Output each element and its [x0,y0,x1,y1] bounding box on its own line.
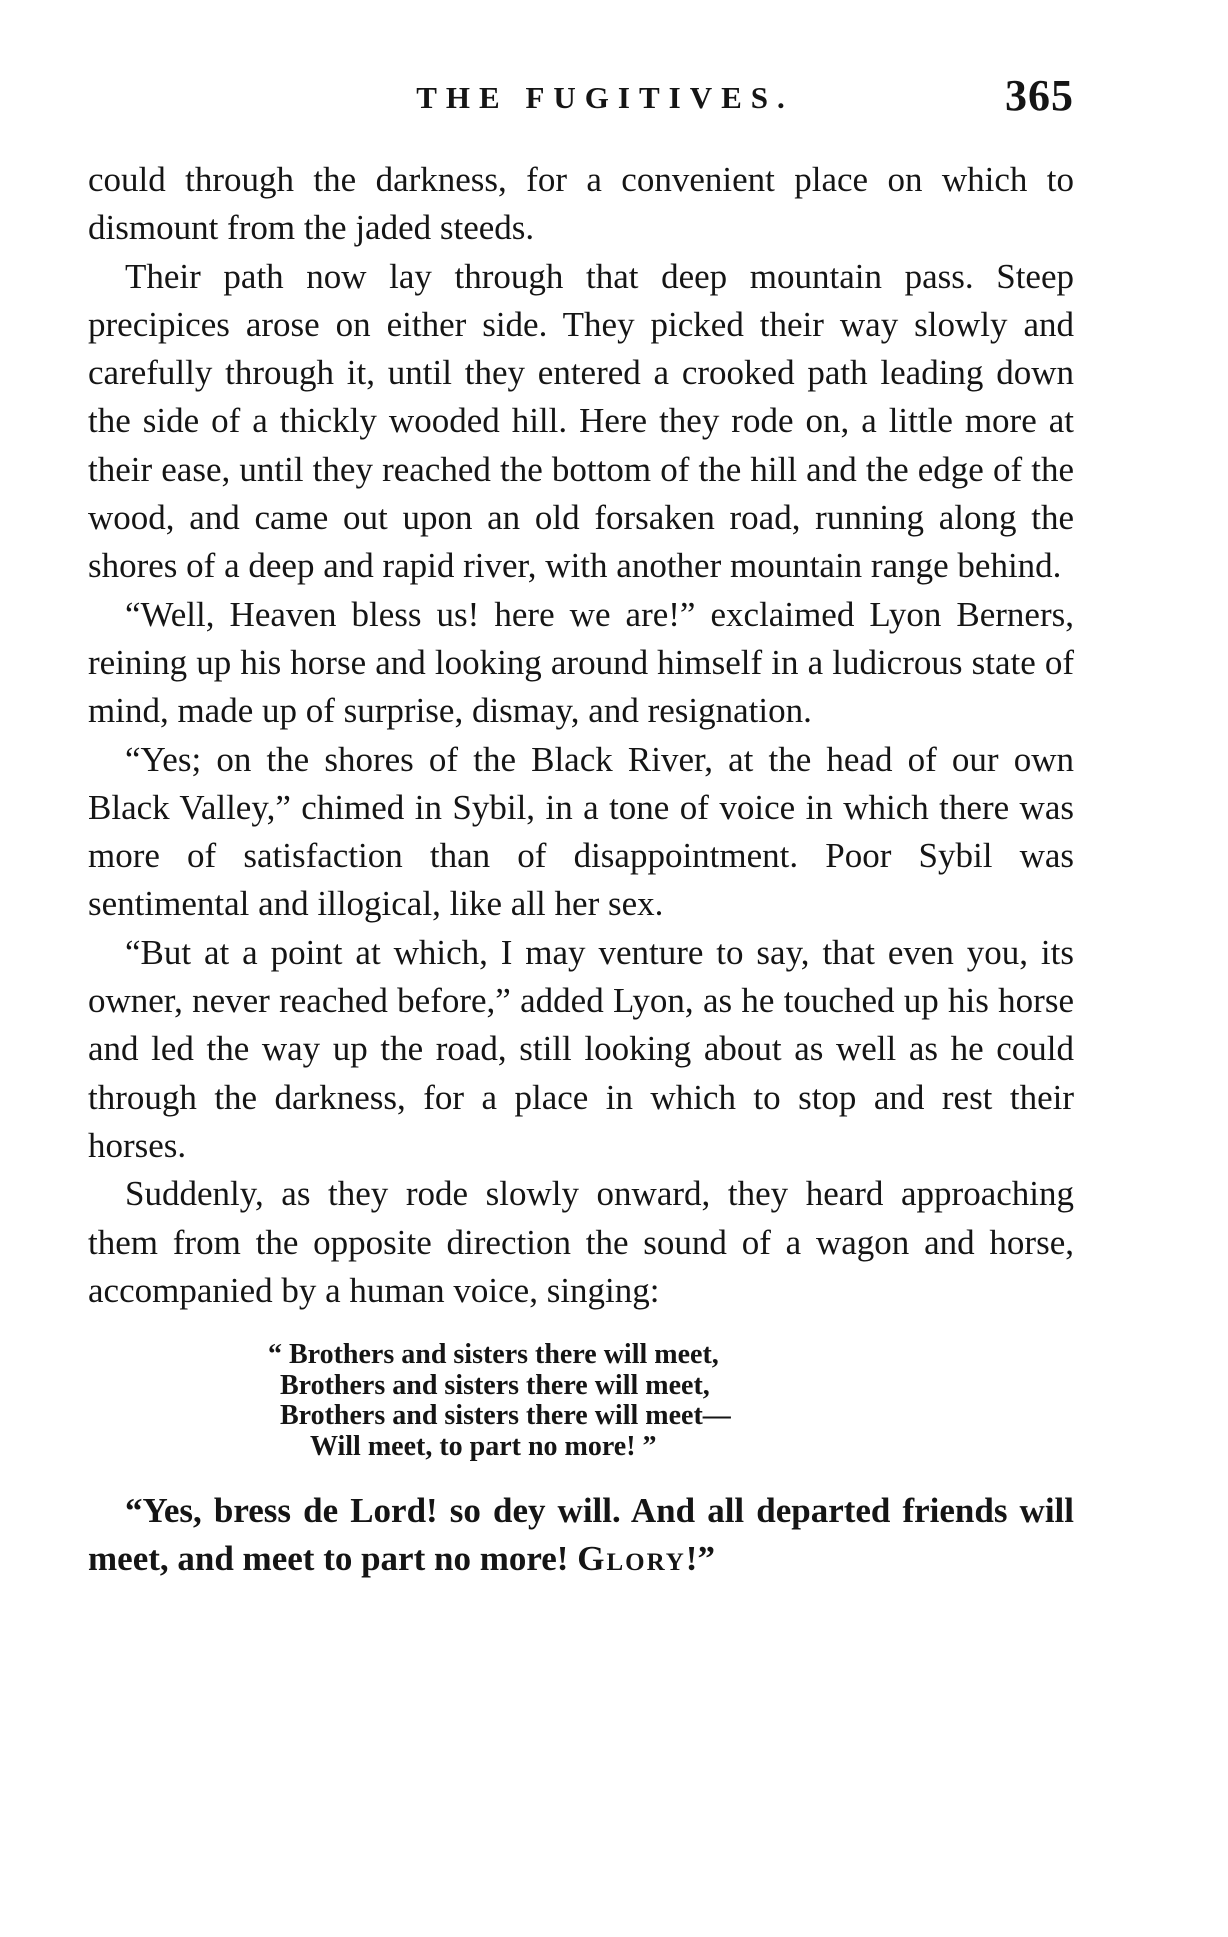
verse-line: Brothers and sisters there will meet, [280,1369,710,1401]
paragraph: Their path now lay through that deep mountain pass. Steep precipices arose on either side. They picked their way slowly and carefully through it, until they entered a crooked path leading down the side of a thickly wooded hill. Here they rode on, a little more at their ease, until they reached the bottom of the hill and the edge of the wood, and came out upon an old forsaken road, running along the shores of a deep and rapid river, with another mountain range behind. [88,256,1074,586]
closing-quote: !” [685,1539,715,1579]
verse-line: “ Brothers and sisters there will meet, [268,1339,719,1371]
verse-line: Brothers and sisters there will meet— [280,1400,731,1432]
running-head: THE FUGITIVES. [416,80,794,115]
paragraph: “But at a point at which, I may venture to say, that even you, its owner, never reached before,” added Lyon, as he touched up his horse and led the way up the road, still looking about as well as he could through the darkness, for a place in which to stop and rest their horses. [88,932,1074,1165]
glory-exclamation: Glory [577,1539,686,1579]
verse-line: Will meet, to part no more! ” [310,1430,657,1462]
song-verse [88,1340,1074,1462]
page-header [90,70,1080,120]
paragraph: could through the darkness, for a convenient place on which to dismount from the jaded steeds. [88,160,1074,248]
page-number: 365 [1005,71,1074,120]
body-text [88,156,1074,1584]
final-paragraph-text: “Yes, bress de Lord! so dey will. And all departed friends will meet, and meet to part no more! [88,1491,1074,1579]
final-paragraph [88,1487,1074,1584]
paragraph: “Well, Heaven bless us! here we are!” exclaimed Lyon Berners, reining up his horse and looking around himself in a ludicrous state of mind, made up of surprise, dismay, and resignation. [88,594,1074,731]
paragraph: “Yes; on the shores of the Black River, at the head of our own Black Valley,” chimed in Sybil, in a tone of voice in which there was more of satisfaction than of disappointment. Poor Sybil was sentimental and illogical, like all her sex. [88,739,1074,924]
paragraph: Suddenly, as they rode slowly onward, they heard approaching them from the opposite direction the sound of a wagon and horse, accompanied by a human voice, singing: [88,1174,1074,1310]
